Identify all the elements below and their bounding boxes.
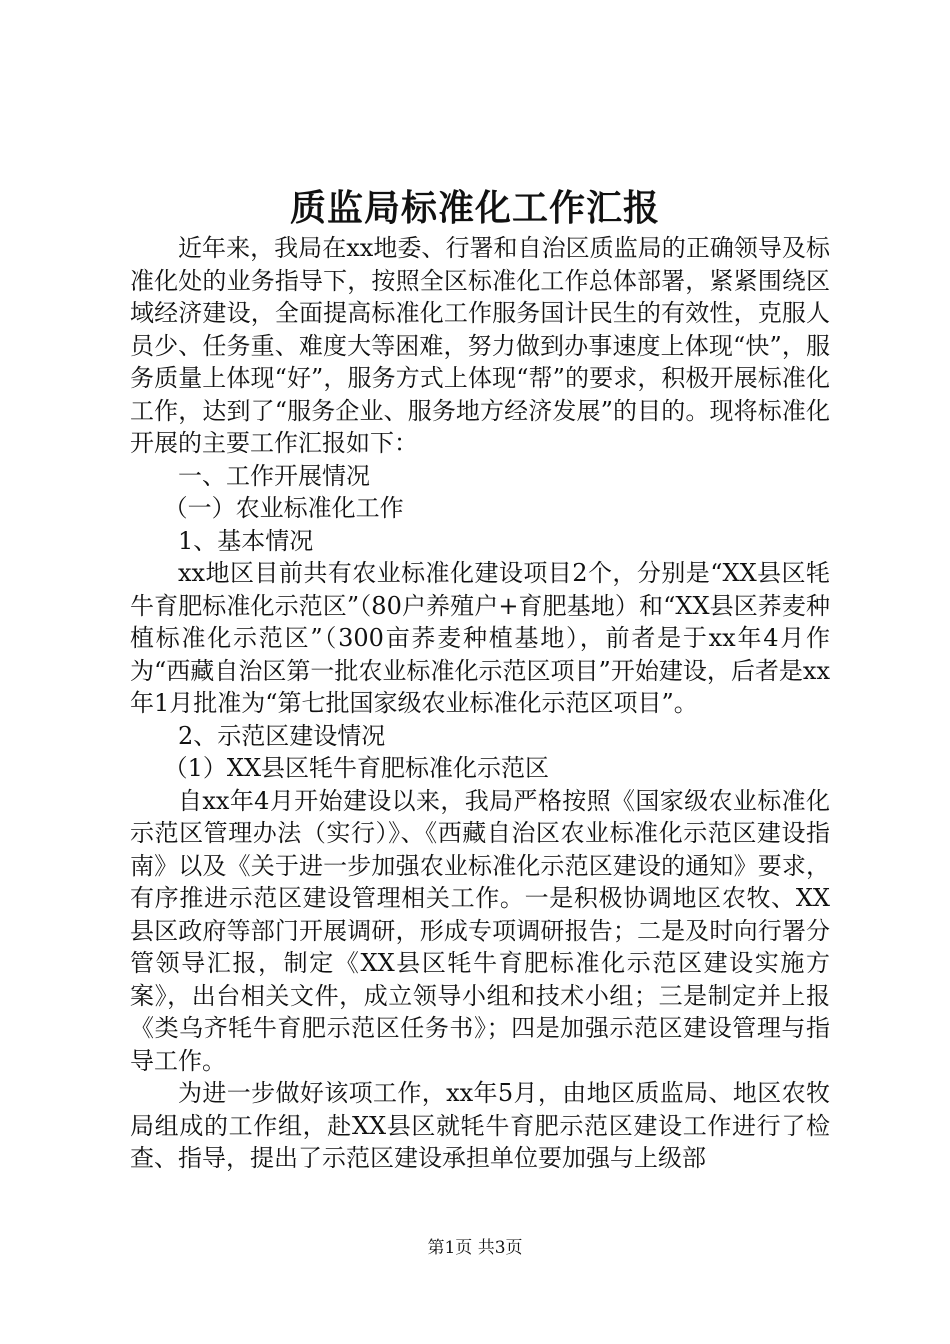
yak-zone-paragraph: 自xx年4月开始建设以来，我局严格按照《国家级农业标准化示范区管理办法（实行）》、《西藏自治区农业标准化示范区建设指南》以及《关于进一步加强农业标准化示范区建设的通知》要求，有序推进示范区建设管理相关工作。一是积极协调地区农牧、XX县区政府等部门开展调研，形成专项调研报告；二是及时向行署分管领导汇报，制定《XX县区牦牛育肥标准化示范区建设实施方案》，出台相关文件，成立领导小组和技术小组；三是制定并上报《类乌齐牦牛育肥示范区任务书》；四是加强示范区建设管理与指导工作。	[130, 786, 830, 1075]
subitem-heading-yak-zone: （1）XX县区牦牛育肥标准化示范区	[163, 754, 550, 782]
intro-paragraph: 近年来，我局在xx地委、行署和自治区质监局的正确领导及标准化处的业务指导下，按照全区标准化工作总体部署，紧紧围绕区域经济建设，全面提高标准化工作服务国计民生的有效性，克服人员少、任务重、难度大等困难，努力做到办事速度上体现“快”，服务质量上体现“好”，服务方式上体现“帮”的要求，积极开展标准化工作，达到了“服务企业、服务地方经济发展”的目的。现将标准化开展的主要工作汇报如下：	[130, 234, 830, 457]
inspection-paragraph: 为进一步做好该项工作，xx年5月，由地区质监局、地区农牧局组成的工作组，赴XX县区就牦牛育肥示范区建设工作进行了检查、指导，提出了示范区建设承担单位要加强与上级部	[130, 1079, 830, 1172]
basic-info-paragraph: xx地区目前共有农业标准化建设项目2个，分别是“XX县区牦牛育肥标准化示范区”（80户养殖户+育肥基地）和“XX县区荞麦种植标准化示范区”（300亩荞麦种植基地），前者是于xx年4月作为“西藏自治区第一批农业标准化示范区项目”开始建设，后者是xx年1月批准为“第七批国家级农业标准化示范区项目”。	[130, 559, 830, 717]
item-heading-basic-info: 1、基本情况	[178, 526, 314, 555]
section-heading-work-status: 一、工作开展情况	[178, 461, 370, 490]
document-title: 质监局标准化工作汇报	[289, 187, 660, 229]
item-heading-demo-zone: 2、示范区建设情况	[178, 721, 386, 750]
document-body	[130, 232, 830, 1175]
subsection-heading-agriculture: （一）农业标准化工作	[163, 494, 404, 522]
page-footer: 第1页 共3页	[427, 1238, 523, 1258]
